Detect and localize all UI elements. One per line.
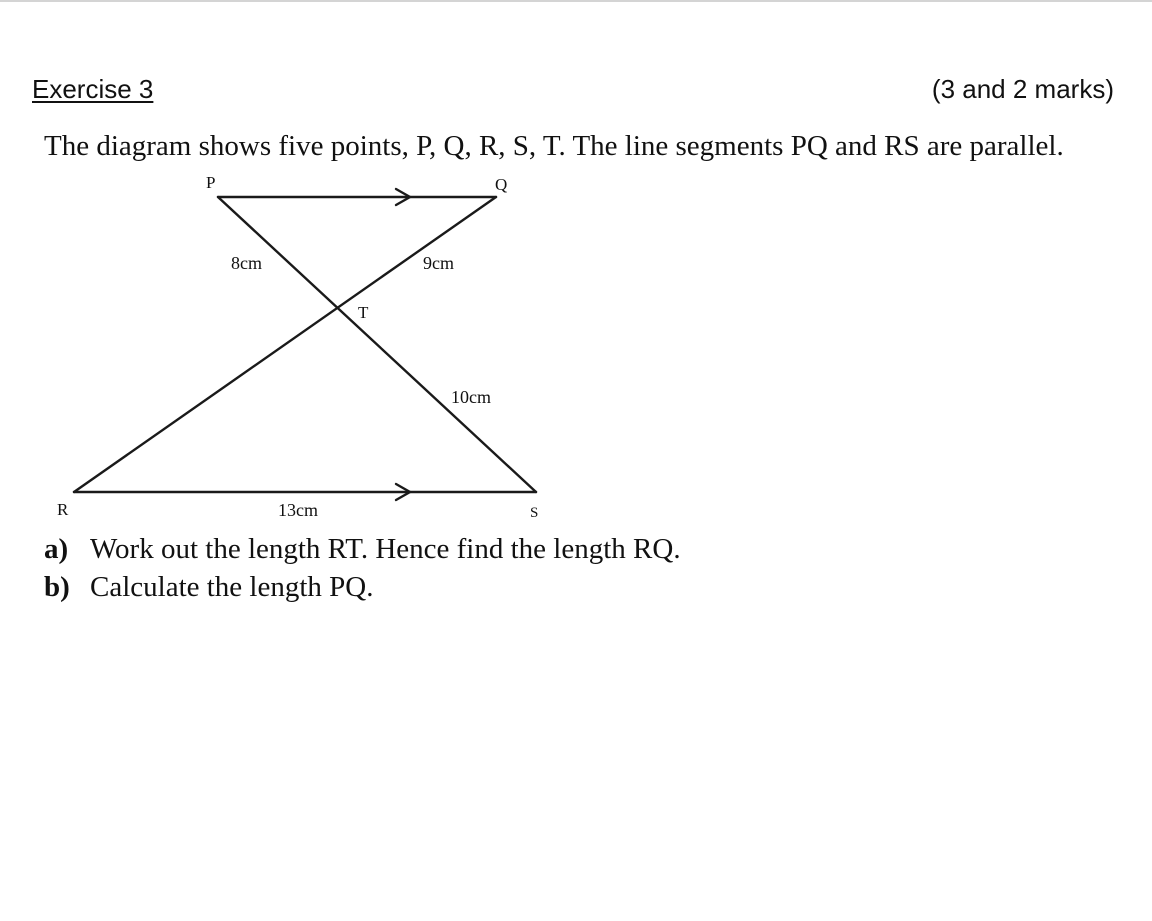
question-b-text: Calculate the length PQ. xyxy=(90,571,374,603)
question-a-label: a) xyxy=(44,533,69,565)
marks-label: (3 and 2 marks) xyxy=(931,74,1114,104)
question-a-text: Work out the length RT. Hence find the length RQ. xyxy=(90,533,681,565)
length-label-pt: 8cm xyxy=(231,253,262,273)
point-label-s: S xyxy=(530,505,539,521)
question-b xyxy=(44,571,374,604)
length-label-qt: 9cm xyxy=(423,253,454,273)
length-label-rs: 13cm xyxy=(278,500,318,520)
point-label-p: P xyxy=(206,173,216,192)
point-label-t: T xyxy=(358,303,369,322)
intro-text: The diagram shows five points, P, Q, R, S, T. The line segments PQ and RS are parallel. xyxy=(44,130,1064,162)
question-a xyxy=(44,533,681,566)
exercise-title: Exercise 3 xyxy=(32,74,154,104)
point-label-q: Q xyxy=(495,175,508,194)
segment-qr xyxy=(74,197,496,492)
question-b-label: b) xyxy=(44,571,70,603)
segment-ps xyxy=(218,197,536,492)
point-label-r: R xyxy=(57,500,69,519)
length-label-ts: 10cm xyxy=(451,387,491,407)
